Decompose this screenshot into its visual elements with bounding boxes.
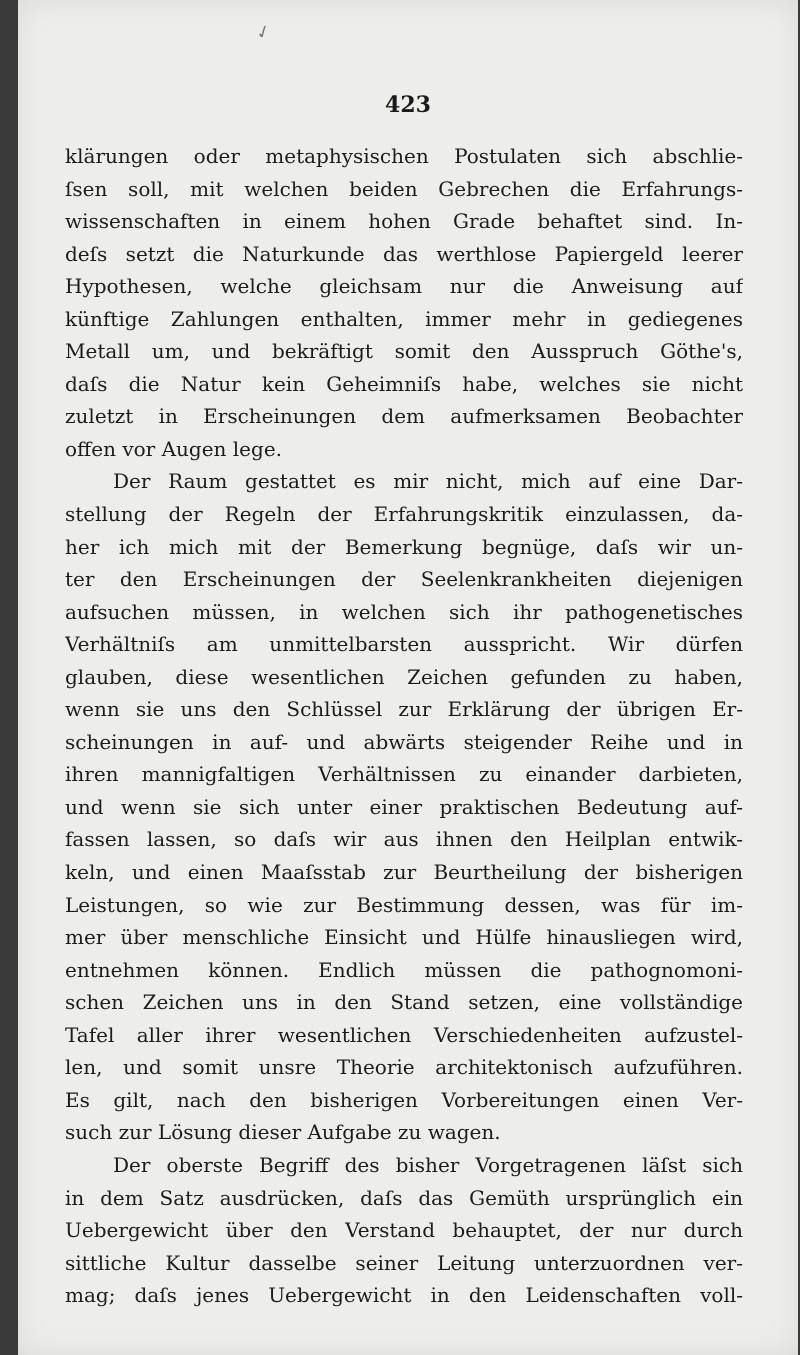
text-line: künftige Zahlungen enthalten, immer mehr in gediegenes [65,306,743,331]
text-line: klärungen oder metaphysischen Postulaten sich abschlie- [65,144,743,168]
text-line: such zur Lösung dieser Aufgabe zu wagen. [65,1120,501,1145]
text-line: schen Zeichen uns in den Stand setzen, eine vollständige [65,990,743,1015]
text-line: Uebergewicht über den Verstand behauptet, der nur durch [65,1218,743,1243]
text-line: keln, und einen Maaſsstab zur Beurtheilung der bisherigen [65,860,743,885]
text-line: ihren mannigfaltigen Verhältnissen zu einander darbieten, [65,762,743,787]
paragraph-2 [65,465,743,1148]
book-page [18,0,798,1355]
body-text [65,140,743,1312]
pencil-mark: ✓ [252,20,275,45]
text-line: aufsuchen müssen, in welchen sich ihr pathogenetisches [65,599,743,624]
text-line: scheinungen in auf- und abwärts steigender Reihe und in [65,729,743,754]
text-line: Der oberste Begriff des bisher Vorgetragenen läſst sich [113,1152,743,1177]
text-line: wissenschaften in einem hohen Grade behaftet sind. In- [65,209,743,234]
text-line: offen vor Augen lege. [65,436,283,461]
text-line: deſs setzt die Naturkunde das werthlose Papiergeld leerer [65,241,743,266]
text-line: zuletzt in Erscheinungen dem aufmerksamen Beobachter [65,404,743,429]
text-line: wenn sie uns den Schlüssel zur Erklärung der übrigen Er- [65,697,743,722]
text-line: Verhältniſs am unmittelbarsten ausspricht. Wir dürfen [65,632,743,657]
text-line: her ich mich mit der Bemerkung begnüge, daſs wir un- [65,534,743,559]
text-line: daſs die Natur kein Geheimniſs habe, welches sie nicht [65,371,743,396]
text-line: Hypothesen, welche gleichsam nur die Anweisung auf [65,274,743,299]
text-line: mag; daſs jenes Uebergewicht in den Leidenschaften voll- [65,1283,743,1308]
text-line: sittliche Kultur dasselbe seiner Leitung unterzuordnen ver- [65,1250,743,1275]
text-line: Tafel aller ihrer wesentlichen Verschiedenheiten aufzustel- [65,1022,743,1047]
text-line: und wenn sie sich unter einer praktischen Bedeutung auf- [65,794,743,819]
text-line: Leistungen, so wie zur Bestimmung dessen, was für im- [65,892,743,917]
text-line: stellung der Regeln der Erfahrungskritik einzulassen, da- [65,502,743,527]
page-number: 423 [385,92,431,118]
paragraph-1 [65,140,743,465]
text-line: fassen lassen, so daſs wir aus ihnen den Heilplan entwik- [65,827,743,852]
text-line: Der Raum gestattet es mir nicht, mich auf eine Dar- [113,469,743,494]
text-line: entnehmen können. Endlich müssen die pathognomoni- [65,957,743,982]
paragraph-3 [65,1149,743,1312]
text-line: len, und somit unsre Theorie architektonisch aufzuführen. [65,1055,743,1080]
text-line: Metall um, und bekräftigt somit den Ausspruch Göthe's, [65,339,743,364]
text-line: Es gilt, nach den bisherigen Vorbereitungen einen Ver- [65,1087,743,1112]
text-line: mer über menschliche Einsicht und Hülfe hinausliegen wird, [65,925,743,950]
text-line: glauben, diese wesentlichen Zeichen gefunden zu haben, [65,664,743,689]
text-line: ſsen soll, mit welchen beiden Gebrechen die Erfahrungs- [65,176,743,201]
text-line: in dem Satz ausdrücken, daſs das Gemüth ursprünglich ein [65,1185,743,1210]
text-line: ter den Erscheinungen der Seelenkrankheiten diejenigen [65,567,743,592]
